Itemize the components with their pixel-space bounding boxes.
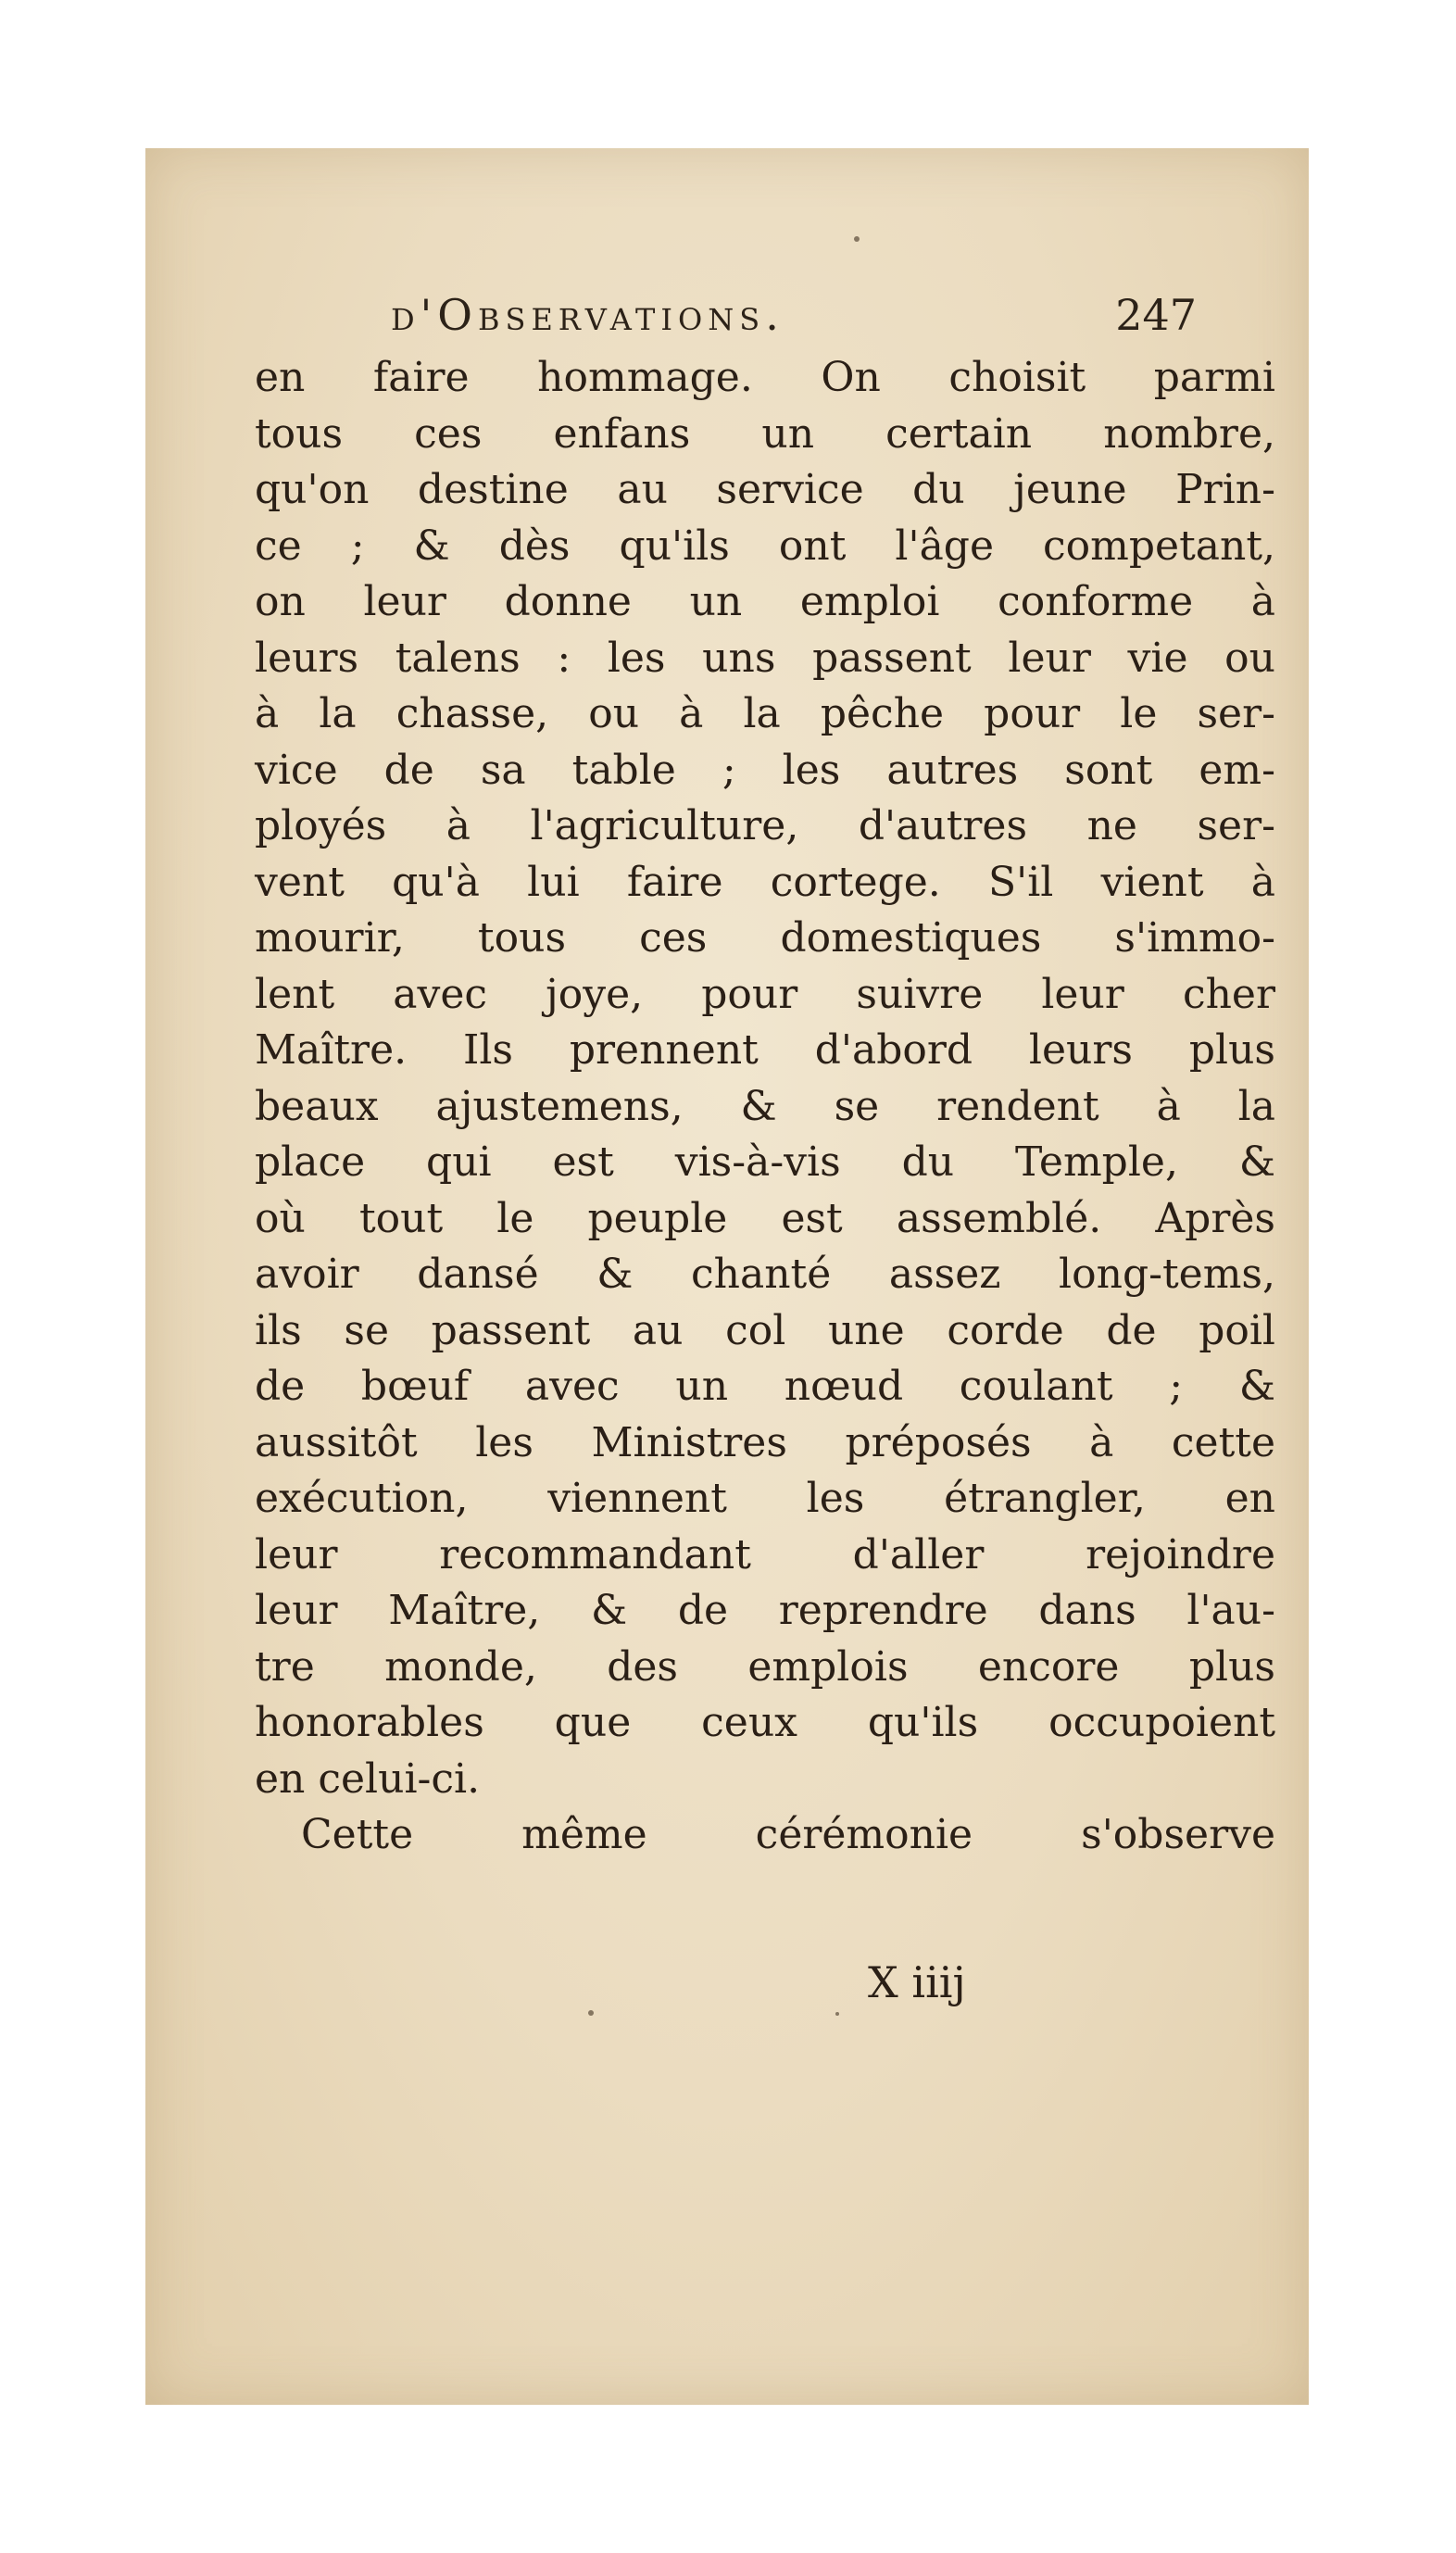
book-page — [145, 148, 1309, 2405]
text-line: vice de sa table ; les autres sont em- — [255, 746, 1275, 794]
text-line: ployés à l'agriculture, d'autres ne ser- — [255, 802, 1275, 849]
text-line: on leur donne un emploi conforme à — [255, 578, 1275, 625]
text-line: lent avec joye, pour suivre leur cher — [255, 970, 1275, 1018]
body-text — [255, 350, 1275, 1864]
text-line: exécution, viennent les étrangler, en — [255, 1475, 1275, 1522]
text-line: leurs talens : les uns passent leur vie ou — [255, 634, 1275, 682]
text-line: où tout le peuple est assemblé. Après — [255, 1194, 1275, 1242]
text-line: à la chasse, ou à la pêche pour le ser- — [255, 690, 1275, 737]
text-line: mourir, tous ces domestiques s'immo- — [255, 914, 1275, 962]
ink-speck — [835, 2012, 839, 2016]
text-line: ils se passent au col une corde de poil — [255, 1306, 1275, 1354]
text-line: avoir dansé & chanté assez long-tems, — [255, 1251, 1275, 1298]
text-line: place qui est vis-à-vis du Temple, & — [255, 1138, 1275, 1186]
text-line: aussitôt les Ministres préposés à cette — [255, 1418, 1275, 1466]
ink-speck — [854, 236, 860, 242]
text-line: en faire hommage. On choisit parmi — [255, 354, 1275, 401]
text-line: honorables que ceux qu'ils occupoient — [255, 1699, 1275, 1746]
text-line: leur recommandant d'aller rejoindre — [255, 1530, 1275, 1578]
signature-mark: X iiij — [868, 1957, 966, 2007]
text-line: en celui-ci. — [255, 1754, 481, 1803]
text-line: Maître. Ils prennent d'abord leurs plus — [255, 1026, 1275, 1074]
text-line: ce ; & dès qu'ils ont l'âge competant, — [255, 522, 1275, 570]
page-number: 247 — [1115, 290, 1197, 340]
text-line: tous ces enfans un certain nombre, — [255, 409, 1275, 458]
text-line: tre monde, des emplois encore plus — [255, 1642, 1275, 1691]
page-header — [391, 278, 1197, 352]
text-line: qu'on destine au service du jeune Prin- — [255, 466, 1275, 513]
text-line: vent qu'à lui faire cortege. S'il vient à — [255, 858, 1275, 906]
ink-speck — [588, 2010, 594, 2016]
text-line: de bœuf avec un nœud coulant ; & — [255, 1363, 1275, 1410]
text-line: beaux ajustemens, & se rendent à la — [255, 1082, 1275, 1130]
text-line: Cette même cérémonie s'observe — [301, 1811, 1275, 1858]
running-head: d'Observations. — [391, 290, 784, 340]
text-line: leur Maître, & de reprendre dans l'au- — [255, 1587, 1275, 1634]
